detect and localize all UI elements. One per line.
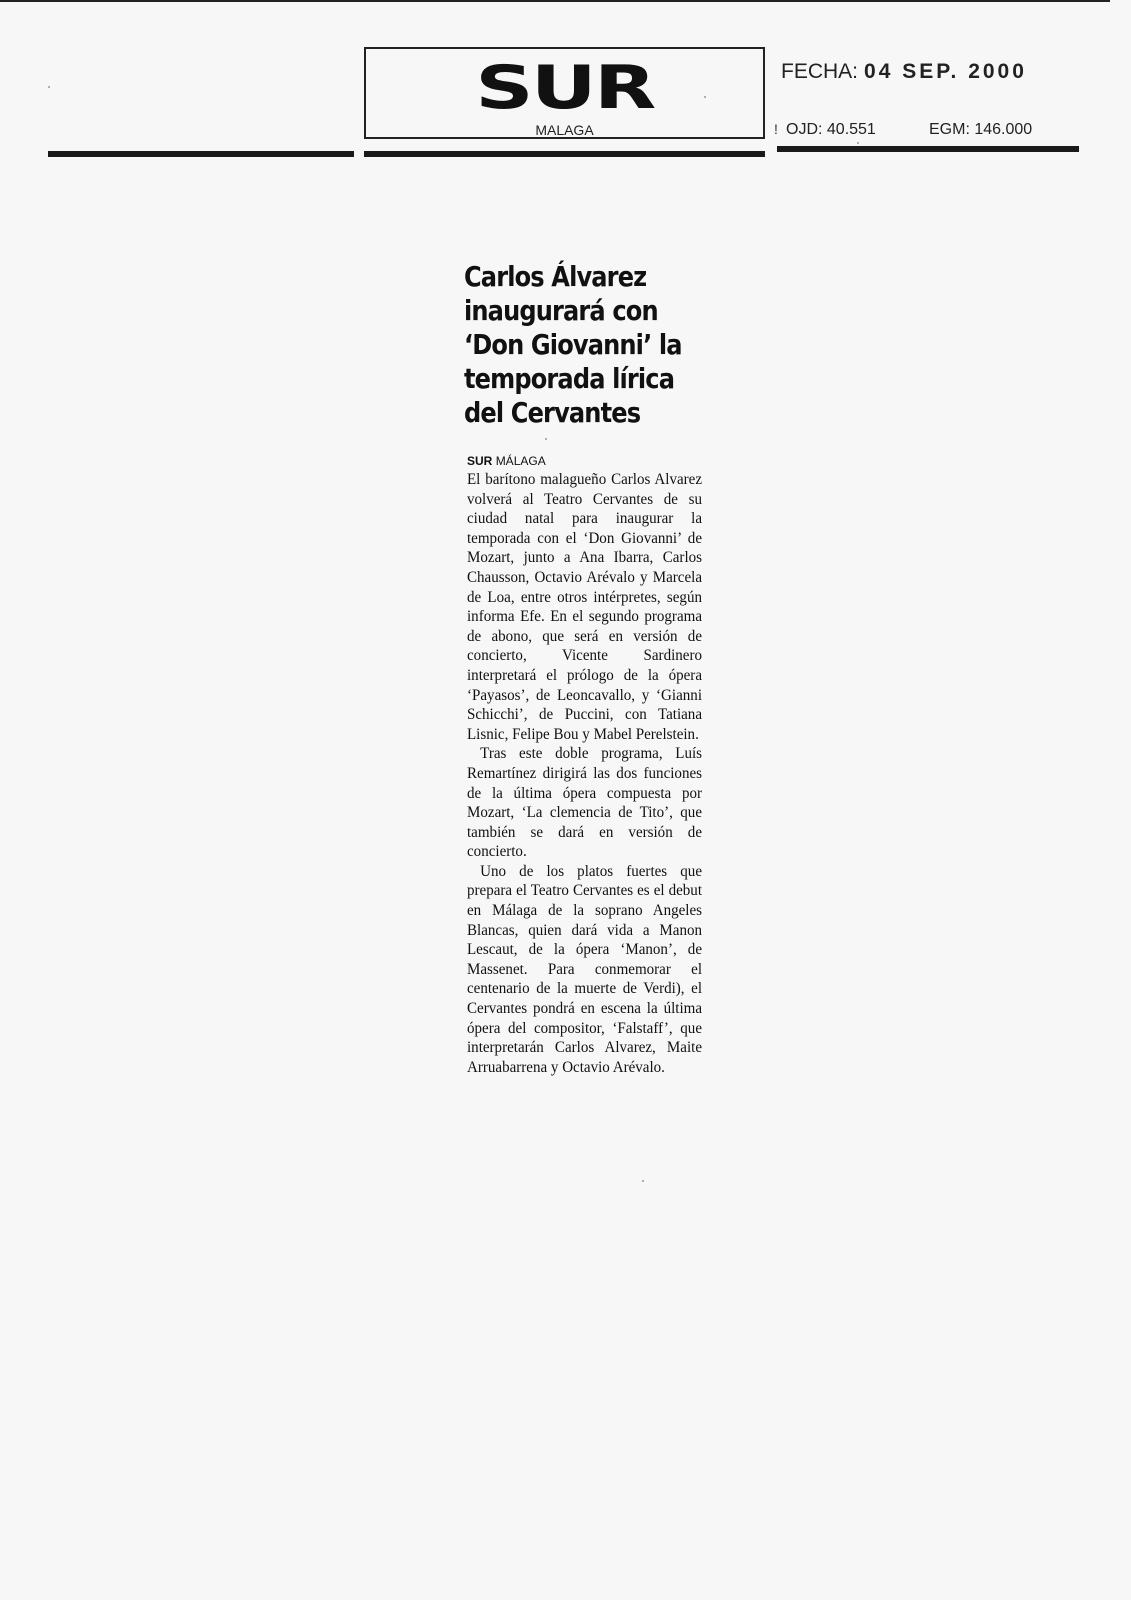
headline-line: temporada lírica xyxy=(464,362,675,395)
byline-source: SUR xyxy=(467,454,493,468)
newspaper-masthead xyxy=(364,47,765,139)
article-byline xyxy=(467,454,546,468)
newspaper-logo: SUR xyxy=(475,53,654,123)
article-headline xyxy=(464,260,748,430)
newspaper-city: MALAGA xyxy=(535,122,594,138)
scan-speck xyxy=(48,86,50,88)
fecha-label: FECHA: xyxy=(781,60,859,83)
article-paragraph: Tras este doble programa, Luís Remartínez dirigirá las dos funciones de la última ópera compuesta por Mozart, ‘La clemencia de Tito’, que también se dará en versión de concierto. xyxy=(467,745,702,861)
scan-speck xyxy=(642,1180,644,1182)
article-paragraph: El barítono malagueño Carlos Alvarez volverá al Teatro Cervantes de su ciudad natal para inaugurar la temporada con el ‘Don Giovanni’ de Mozart, junto a Ana Ibarra, Carlos Chausson, Octavio Arévalo y Marcela de Loa, entre otros intérpretes, según informa Efe. En el segundo programa de abono, que será en versión de concierto, Vicente Sardinero interpretará el prólogo de la ópera ‘Payasos’, de Leoncavallo, y ‘Gianni Schicchi’, de Puccini, con Tatiana Lisnic, Felipe Bou y Mabel Perelstein. xyxy=(467,471,702,743)
article-paragraph: Uno de los platos fuertes que prepara el Teatro Cervantes es el debut en Málaga de la soprano Angeles Blancas, quien dará vida a Manon Lescaut, de la ópera ‘Manon’, de Massenet. Para conmemorar el centenario de la muerte de Verdi), el Cervantes pondrá en escena la última ópera del compositor, ‘Falstaff’, que interpretarán Carlos Alvarez, Maite Arruabarrena y Octavio Arévalo. xyxy=(467,862,702,1076)
headline-line: ‘Don Giovanni’ la xyxy=(464,328,682,361)
headline-line: Carlos Álvarez xyxy=(464,260,647,293)
egm-figure: EGM: 146.000 xyxy=(929,121,1033,138)
headline-line: del Cervantes xyxy=(464,396,641,429)
scan-speck xyxy=(857,142,859,144)
headline-line: inaugurará con xyxy=(464,294,658,327)
ojd-figure: OJD: 40.551 xyxy=(786,121,876,138)
scan-speck xyxy=(704,96,706,98)
top-border-line xyxy=(0,0,1110,2)
fecha-date: 04 SEP. 2000 xyxy=(864,60,1027,83)
header-rule-left xyxy=(48,151,354,157)
header-rule-right xyxy=(777,146,1079,152)
publication-date xyxy=(781,60,1027,84)
scan-speck xyxy=(545,438,547,440)
ojd-mark: ! xyxy=(774,121,778,137)
article-body xyxy=(467,470,702,1077)
byline-city: MÁLAGA xyxy=(495,454,546,468)
header-rule-center xyxy=(364,151,765,157)
